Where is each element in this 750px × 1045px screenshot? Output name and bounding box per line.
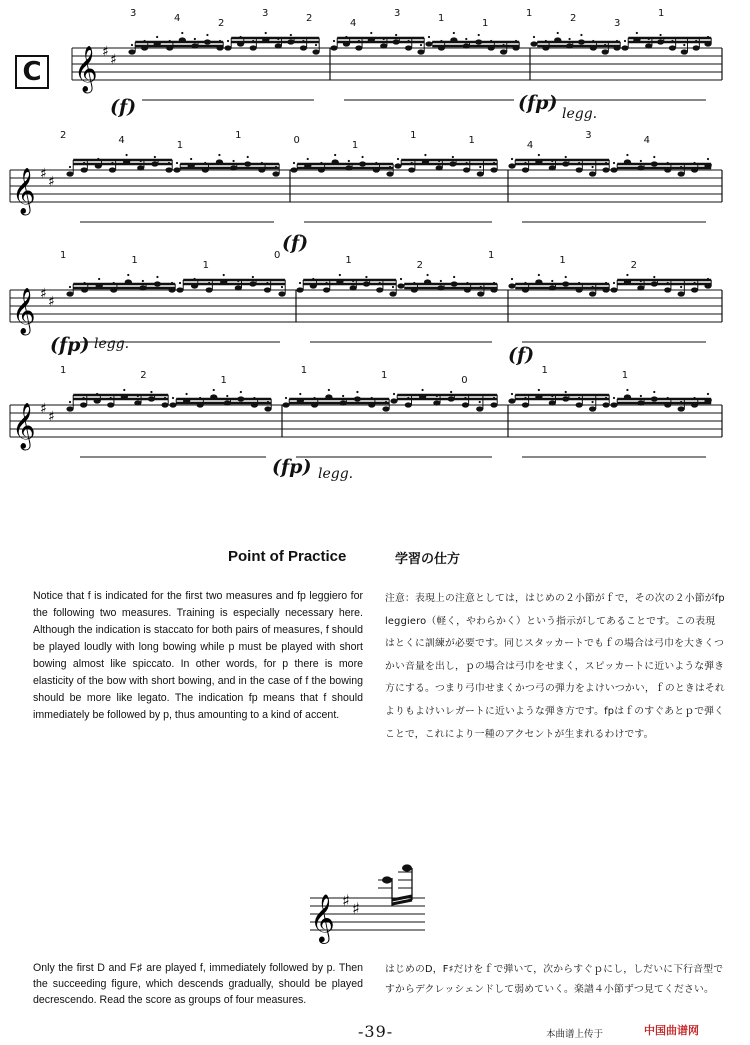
dynamic-fp-2: (fp) [50,334,90,356]
fingering-number: 2 [218,18,225,29]
practice-heading-jp: 学習の仕方 [395,552,461,567]
svg-text:♯: ♯ [342,891,350,910]
fingering-number: 1 [345,255,352,266]
example-excerpt [300,858,430,948]
fingering-number: 1 [381,370,388,381]
staff-system [0,0,750,500]
fingering-number: 3 [585,130,592,141]
site-logo-text: 中国曲谱网 [644,1024,699,1037]
dynamic-f-3: (f) [508,344,535,366]
fingering-number: 1 [300,365,308,376]
svg-text:♯: ♯ [110,52,117,68]
music-score [0,0,750,500]
fingering-number: 1 [468,135,475,146]
fingering-number: 1 [176,140,184,151]
fingering-number: 0 [293,135,300,146]
fingering-number: 2 [416,260,424,271]
fingering-number: 1 [202,260,210,271]
svg-text:𝄞: 𝄞 [74,46,98,92]
svg-text:♯: ♯ [40,401,47,417]
fingering-number: 1 [410,130,417,141]
fingering-number: 1 [351,140,359,151]
fingering-number: 4 [643,135,650,146]
dynamic-legg-3: legg. [318,466,354,482]
svg-text:♯: ♯ [48,174,55,190]
upload-note: 本曲谱上传于 [546,1029,604,1040]
fingering-number: 2 [306,13,313,24]
fingering-number: 1 [621,370,629,381]
svg-text:♯: ♯ [40,166,47,182]
fingering-number: 3 [130,8,137,19]
fingering-number: 0 [274,250,281,261]
fingering-number: 4 [118,135,125,146]
svg-text:♯: ♯ [48,409,55,425]
svg-text:♯: ♯ [40,286,47,302]
svg-text:♯: ♯ [48,294,55,310]
fingering-number: 1 [235,130,242,141]
fingering-number: 2 [630,260,638,271]
svg-text:𝄞: 𝄞 [12,168,36,214]
fingering-number: 4 [350,18,357,29]
practice-paragraph-jp: 注意：表現上の注意としては，はじめの２小節がｆで，その次の２小節がfp leggiero（軽く，やわらかく）という指示がしてあることです。この表現はとくに訓練が必要です。同じスタッカートでもｆの場合は弓巾を大きくつかい音量を出し，ｐの場合は弓巾をせまく，スピッカートに近いような弾き方にする。つまり弓巾せまくかつ弓の弾力をよけいつかい，ｆのときはそれよりもよけいレガートに近いような弾き方です。fpはｆのすぐあとｐで弾くことで，これにより一種のアクセントが生まれるわけです。 [385,593,725,740]
fingering-number: 1 [559,255,566,266]
section-label: C [15,55,49,89]
site-logo [644,1022,699,1038]
fingering-number: 1 [131,255,138,266]
fingering-number: 4 [526,140,534,151]
svg-text:𝄞: 𝄞 [12,403,36,449]
fingering-number: 1 [60,365,67,376]
dynamic-fp-3: (fp) [272,456,312,478]
fingering-number: 1 [438,13,445,24]
fingering-number: 1 [658,8,665,19]
fingering-number: 1 [526,8,533,19]
page-number: -39- [358,1022,394,1041]
dynamic-legg-1: legg. [562,106,598,122]
svg-text:♯: ♯ [352,899,360,918]
fingering-number: 2 [60,130,67,141]
fingering-number: 4 [174,13,181,24]
dynamic-f-2: (f) [282,232,309,254]
practice-paragraph2-jp: はじめのD，F♯だけをｆで弾いて，次からすぐｐにし，しだいに下行音型ですからデクレッシェンドして弱めていく。楽譜４小節ずつ見てください。 [385,964,724,995]
fingering-number: 1 [488,250,495,261]
dynamic-f-1: (f) [110,96,137,118]
practice-paragraph2-en: Only the first D and F♯ are played f, immediately followed by p. Then the succeeding figure, which descends gradually, should be played decrescendo. Read the score as groups of four measures. [33,962,363,1006]
fingering-number: 3 [614,18,621,29]
svg-text:𝄞: 𝄞 [310,893,335,942]
fingering-number: 3 [394,8,401,19]
practice-paragraph-en: Notice that f is indicated for the first two measures and fp leggiero for the following two measures. Training is especially necessary here. Although the indication is staccato for both pairs of measures, f should be played loudly with long bowing while p must be played with short bowing almost like spiccato. In other words, for p there is more elasticity of the bow with short bowing, and in the case of f the bowing should be more like legato. The indication fp means that f should immediately be followed by p, thus amounting to a kind of accent. [33,590,363,721]
dynamic-legg-2: legg. [94,336,130,352]
practice-heading-en: Point of Practice [228,548,347,565]
dynamic-fp-1: (fp) [518,92,558,114]
fingering-number: 1 [60,250,67,261]
fingering-number: 0 [461,375,468,386]
svg-text:♯: ♯ [102,44,109,60]
fingering-number: 1 [220,375,227,386]
fingering-number: 2 [570,13,577,24]
fingering-number: 3 [262,8,269,19]
fingering-number: 1 [541,365,548,376]
fingering-number: 1 [482,18,489,29]
fingering-number: 2 [140,370,147,381]
svg-text:𝄞: 𝄞 [12,288,36,334]
